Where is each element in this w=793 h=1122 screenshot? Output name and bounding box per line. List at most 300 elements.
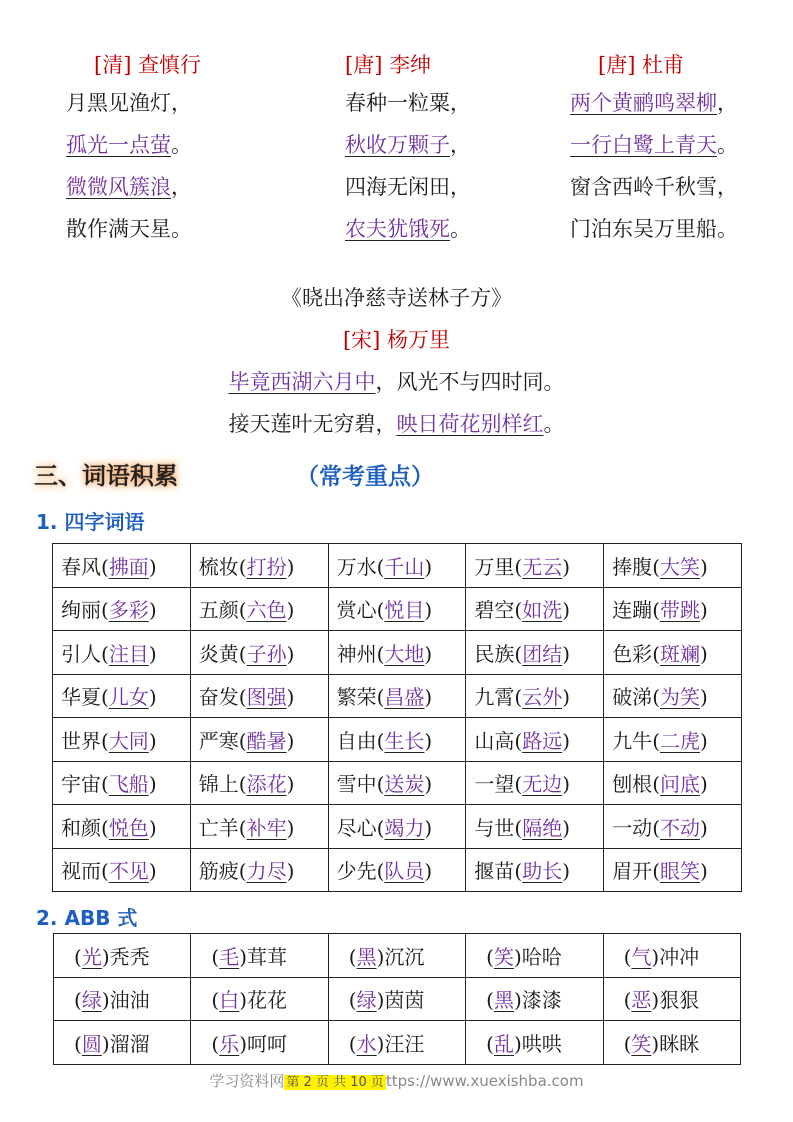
word-given: 一望 bbox=[474, 772, 515, 797]
word-given: 筋疲 bbox=[198, 859, 239, 884]
word-given: 尽心 bbox=[336, 815, 377, 840]
word-answer: 注目 bbox=[108, 641, 149, 666]
word-given: 捧腹 bbox=[612, 554, 653, 579]
paren: ( bbox=[652, 815, 660, 840]
paren: ( bbox=[514, 815, 523, 840]
word-answer: 酷暑 bbox=[246, 728, 287, 753]
abb-answer: 恶 bbox=[631, 988, 652, 1013]
paren: ) bbox=[148, 598, 157, 623]
paren: ) bbox=[562, 598, 571, 623]
table-row bbox=[53, 587, 742, 631]
paren: ( bbox=[101, 859, 109, 884]
word-cell bbox=[53, 674, 191, 718]
word-answer: 如洗 bbox=[522, 598, 563, 623]
footer bbox=[0, 1070, 793, 1091]
poem-line: 微微风簇浪， bbox=[66, 175, 192, 199]
paren: ( bbox=[376, 772, 385, 797]
word-answer: 隔绝 bbox=[522, 815, 563, 840]
word-answer: 不动 bbox=[660, 815, 700, 840]
word-cell bbox=[604, 805, 742, 849]
paren: ( bbox=[376, 554, 385, 579]
paren: ) bbox=[286, 685, 295, 710]
word-given: 炎黄 bbox=[198, 641, 239, 666]
paren: ) bbox=[562, 815, 571, 840]
paren: ) bbox=[700, 728, 708, 753]
paren: ( bbox=[652, 598, 660, 623]
poem-4-dynasty: [宋] 杨万里 bbox=[342, 328, 451, 352]
footer-url: ttps://www.xuexishba.com bbox=[385, 1072, 584, 1090]
word-given: 万里 bbox=[474, 554, 515, 579]
word-given: 破涕 bbox=[612, 685, 653, 710]
word-given: 一动 bbox=[612, 815, 653, 840]
paren: ( bbox=[101, 641, 109, 666]
table-row bbox=[53, 848, 742, 892]
word-cell bbox=[53, 718, 191, 762]
word-given: 奋发 bbox=[198, 685, 239, 710]
paren: ) bbox=[286, 554, 295, 579]
paren: ( bbox=[514, 598, 523, 623]
table-row bbox=[53, 718, 742, 762]
paren: ( bbox=[486, 944, 494, 969]
section-title: 三、词语积累 bbox=[34, 462, 178, 490]
abb-words-table bbox=[53, 933, 741, 1065]
word-cell bbox=[328, 805, 466, 849]
word-cell bbox=[190, 718, 328, 762]
paren: ) bbox=[148, 859, 157, 884]
word-cell bbox=[466, 718, 604, 762]
word-given: 繁荣 bbox=[336, 685, 377, 710]
word-cell bbox=[328, 718, 466, 762]
abb-cell bbox=[54, 977, 191, 1021]
word-answer: 助长 bbox=[522, 859, 563, 884]
paren: ( bbox=[101, 728, 109, 753]
paren: ( bbox=[238, 815, 247, 840]
abb-cell bbox=[328, 934, 465, 978]
paren: ) bbox=[424, 859, 433, 884]
abb-given: 茸茸 bbox=[247, 944, 288, 969]
paren: ( bbox=[514, 859, 523, 884]
table-row bbox=[53, 674, 742, 718]
abb-given: 狠狠 bbox=[659, 988, 700, 1013]
poem-2 bbox=[345, 48, 575, 250]
paren: ( bbox=[101, 685, 109, 710]
paren: ( bbox=[101, 772, 109, 797]
word-cell bbox=[604, 718, 742, 762]
footer-page: 第 2 页 共 10 页 bbox=[286, 1075, 384, 1090]
word-cell bbox=[466, 631, 604, 675]
word-given: 少先 bbox=[336, 859, 377, 884]
poem-line: 秋收万颗子， bbox=[345, 133, 471, 157]
paren: ( bbox=[623, 944, 632, 969]
word-answer: 大地 bbox=[384, 641, 425, 666]
word-cell bbox=[190, 587, 328, 631]
word-given: 自由 bbox=[336, 728, 377, 753]
abb-given: 茵茵 bbox=[384, 988, 425, 1013]
word-given: 和颜 bbox=[61, 815, 101, 840]
footer-site: 学习资料网 bbox=[209, 1072, 285, 1090]
paren: ( bbox=[74, 1031, 82, 1056]
paren: ) bbox=[148, 772, 157, 797]
abb-answer: 圆 bbox=[81, 1031, 102, 1056]
paren: ( bbox=[101, 815, 109, 840]
poem-line: 月黑见渔灯， bbox=[66, 91, 192, 115]
abb-given: 冲冲 bbox=[659, 944, 700, 969]
abb-answer: 黑 bbox=[356, 944, 377, 969]
poem-line: 两个黄鹂鸣翠柳， bbox=[570, 91, 738, 115]
poem-1 bbox=[66, 48, 296, 250]
four-char-words-table bbox=[52, 543, 742, 892]
paren: ) bbox=[148, 641, 157, 666]
poem-line: 春种一粒粟， bbox=[345, 91, 471, 115]
word-answer: 送炭 bbox=[384, 772, 425, 797]
paren: ) bbox=[562, 685, 571, 710]
abb-answer: 笑 bbox=[493, 944, 514, 969]
word-answer: 无云 bbox=[522, 554, 563, 579]
word-answer: 添花 bbox=[246, 772, 287, 797]
paren: ( bbox=[652, 772, 660, 797]
paren: ) bbox=[700, 772, 708, 797]
paren: ( bbox=[238, 728, 247, 753]
paren: ) bbox=[286, 772, 295, 797]
word-given: 赏心 bbox=[336, 598, 377, 623]
word-given: 九牛 bbox=[612, 728, 653, 753]
word-answer: 六色 bbox=[246, 598, 287, 623]
paren: ( bbox=[74, 944, 82, 969]
table-row bbox=[54, 977, 741, 1021]
abb-given: 沉沉 bbox=[384, 944, 425, 969]
word-answer: 打扮 bbox=[246, 554, 287, 579]
abb-cell bbox=[603, 977, 740, 1021]
poem-4-line-1: 毕竟西湖六月中，风光不与四时同。 bbox=[228, 370, 565, 394]
abb-given: 漆漆 bbox=[521, 988, 562, 1013]
word-answer: 拂面 bbox=[108, 554, 149, 579]
paren: ) bbox=[148, 728, 157, 753]
word-answer: 竭力 bbox=[384, 815, 425, 840]
paren: ) bbox=[700, 815, 708, 840]
word-cell bbox=[328, 848, 466, 892]
word-cell bbox=[190, 674, 328, 718]
paren: ( bbox=[514, 685, 523, 710]
word-cell bbox=[328, 761, 466, 805]
word-given: 锦上 bbox=[198, 772, 239, 797]
word-answer: 二虎 bbox=[660, 728, 700, 753]
word-cell bbox=[604, 674, 742, 718]
paren: ) bbox=[239, 944, 248, 969]
paren: ) bbox=[562, 554, 571, 579]
word-cell bbox=[328, 544, 466, 588]
paren: ( bbox=[101, 554, 109, 579]
word-answer: 无边 bbox=[522, 772, 563, 797]
word-answer: 问底 bbox=[660, 772, 700, 797]
paren: ) bbox=[700, 859, 708, 884]
word-cell bbox=[604, 544, 742, 588]
section-note: （常考重点） bbox=[296, 464, 434, 490]
paren: ( bbox=[238, 859, 247, 884]
word-given: 山高 bbox=[474, 728, 515, 753]
word-cell bbox=[190, 631, 328, 675]
word-given: 九霄 bbox=[474, 685, 515, 710]
paren: ( bbox=[238, 685, 247, 710]
paren: ( bbox=[486, 988, 494, 1013]
poem-line: 窗含西岭千秋雪， bbox=[570, 175, 738, 199]
word-given: 宇宙 bbox=[61, 772, 101, 797]
abb-cell bbox=[466, 1021, 603, 1065]
paren: ) bbox=[513, 988, 522, 1013]
word-given: 神州 bbox=[336, 641, 377, 666]
paren: ) bbox=[700, 554, 708, 579]
word-answer: 为笑 bbox=[660, 685, 700, 710]
paren: ( bbox=[514, 728, 523, 753]
word-cell bbox=[466, 544, 604, 588]
word-cell bbox=[53, 544, 191, 588]
paren: ) bbox=[101, 944, 110, 969]
table-row bbox=[53, 631, 742, 675]
word-answer: 补牢 bbox=[246, 815, 287, 840]
word-cell bbox=[466, 587, 604, 631]
paren: ( bbox=[348, 944, 357, 969]
word-given: 梳妆 bbox=[198, 554, 239, 579]
paren: ) bbox=[562, 641, 571, 666]
word-cell bbox=[190, 544, 328, 588]
word-given: 万水 bbox=[336, 554, 377, 579]
word-given: 民族 bbox=[474, 641, 515, 666]
paren: ) bbox=[700, 685, 708, 710]
table-row bbox=[54, 934, 741, 978]
word-given: 雪中 bbox=[336, 772, 377, 797]
subsection-four-char: 1. 四字词语 bbox=[36, 510, 145, 534]
abb-cell bbox=[328, 1021, 465, 1065]
abb-answer: 笑 bbox=[631, 1031, 652, 1056]
abb-given: 油油 bbox=[109, 988, 150, 1013]
word-answer: 千山 bbox=[384, 554, 425, 579]
word-cell bbox=[466, 674, 604, 718]
word-given: 华夏 bbox=[61, 685, 101, 710]
word-given: 严寒 bbox=[198, 728, 239, 753]
poem-line: 散作满天星。 bbox=[66, 217, 192, 241]
paren: ) bbox=[424, 641, 433, 666]
word-cell bbox=[328, 631, 466, 675]
table-row bbox=[54, 1021, 741, 1065]
word-cell bbox=[53, 587, 191, 631]
word-cell bbox=[466, 805, 604, 849]
word-answer: 团结 bbox=[522, 641, 563, 666]
paren: ) bbox=[424, 598, 433, 623]
poem-3-dynasty: [唐] 杜甫 bbox=[598, 53, 685, 77]
paren: ( bbox=[652, 728, 660, 753]
abb-given: 秃秃 bbox=[109, 944, 150, 969]
word-given: 眉开 bbox=[612, 859, 653, 884]
poem-line: 一行白鹭上青天。 bbox=[570, 133, 738, 157]
paren: ( bbox=[652, 554, 660, 579]
word-answer: 昌盛 bbox=[384, 685, 425, 710]
paren: ( bbox=[211, 1031, 220, 1056]
word-given: 揠苗 bbox=[474, 859, 515, 884]
word-given: 连蹦 bbox=[612, 598, 653, 623]
abb-given: 哄哄 bbox=[521, 1031, 562, 1056]
paren: ) bbox=[700, 641, 708, 666]
poem-3 bbox=[570, 48, 780, 250]
word-given: 春风 bbox=[61, 554, 101, 579]
paren: ) bbox=[513, 1031, 522, 1056]
paren: ) bbox=[562, 772, 571, 797]
word-answer: 眼笑 bbox=[660, 859, 700, 884]
paren: ( bbox=[652, 859, 660, 884]
poem-2-dynasty: [唐] 李绅 bbox=[345, 53, 432, 77]
paren: ) bbox=[651, 1031, 660, 1056]
paren: ( bbox=[514, 641, 523, 666]
paren: ) bbox=[148, 685, 157, 710]
word-answer: 大笑 bbox=[660, 554, 700, 579]
word-given: 引人 bbox=[61, 641, 101, 666]
paren: ) bbox=[424, 728, 433, 753]
word-cell bbox=[190, 848, 328, 892]
paren: ( bbox=[211, 944, 220, 969]
word-answer: 生长 bbox=[384, 728, 425, 753]
paren: ( bbox=[376, 815, 385, 840]
word-answer: 不见 bbox=[108, 859, 149, 884]
paren: ( bbox=[514, 554, 523, 579]
abb-cell bbox=[603, 1021, 740, 1065]
poem-4-title: 《晓出净慈寺送林子方》 bbox=[281, 286, 512, 310]
word-given: 五颜 bbox=[198, 598, 239, 623]
word-cell bbox=[53, 761, 191, 805]
poem-4-line-2: 接天莲叶无穷碧，映日荷花别样红。 bbox=[228, 412, 565, 436]
paren: ) bbox=[562, 728, 571, 753]
paren: ) bbox=[424, 685, 433, 710]
word-given: 视而 bbox=[61, 859, 101, 884]
word-answer: 子孙 bbox=[246, 641, 287, 666]
word-answer: 力尽 bbox=[246, 859, 287, 884]
word-answer: 图强 bbox=[246, 685, 287, 710]
abb-cell bbox=[466, 934, 603, 978]
abb-given: 花花 bbox=[247, 988, 288, 1013]
word-cell bbox=[604, 761, 742, 805]
word-cell bbox=[190, 761, 328, 805]
paren: ) bbox=[239, 1031, 248, 1056]
paren: ) bbox=[101, 988, 110, 1013]
abb-answer: 乱 bbox=[493, 1031, 514, 1056]
table-row bbox=[53, 805, 742, 849]
word-answer: 云外 bbox=[522, 685, 563, 710]
word-answer: 多彩 bbox=[108, 598, 149, 623]
paren: ( bbox=[514, 772, 523, 797]
abb-cell bbox=[54, 1021, 191, 1065]
abb-answer: 水 bbox=[356, 1031, 377, 1056]
abb-answer: 气 bbox=[631, 944, 652, 969]
paren: ) bbox=[513, 944, 522, 969]
paren: ( bbox=[376, 685, 385, 710]
poem-line: 四海无闲田， bbox=[345, 175, 471, 199]
paren: ) bbox=[148, 815, 157, 840]
abb-cell bbox=[466, 977, 603, 1021]
abb-cell bbox=[191, 977, 328, 1021]
word-answer: 悦目 bbox=[384, 598, 425, 623]
poem-line: 孤光一点萤。 bbox=[66, 133, 192, 157]
paren: ) bbox=[376, 1031, 385, 1056]
word-given: 色彩 bbox=[612, 641, 653, 666]
word-cell bbox=[604, 848, 742, 892]
paren: ) bbox=[376, 988, 385, 1013]
abb-answer: 绿 bbox=[81, 988, 102, 1013]
paren: ) bbox=[286, 598, 295, 623]
paren: ( bbox=[238, 772, 247, 797]
word-given: 世界 bbox=[61, 728, 101, 753]
paren: ( bbox=[376, 728, 385, 753]
word-cell bbox=[604, 587, 742, 631]
paren: ) bbox=[424, 554, 433, 579]
table-row bbox=[53, 761, 742, 805]
poem-line: 门泊东吴万里船。 bbox=[570, 217, 738, 241]
poem-line: 农夫犹饿死。 bbox=[345, 217, 471, 241]
word-cell bbox=[328, 587, 466, 631]
paren: ) bbox=[376, 944, 385, 969]
word-cell bbox=[53, 848, 191, 892]
abb-given: 汪汪 bbox=[384, 1031, 425, 1056]
word-cell bbox=[328, 674, 466, 718]
abb-given: 哈哈 bbox=[521, 944, 562, 969]
paren: ( bbox=[348, 988, 357, 1013]
paren: ) bbox=[148, 554, 157, 579]
paren: ( bbox=[376, 641, 385, 666]
paren: ) bbox=[286, 728, 295, 753]
paren: ( bbox=[238, 598, 247, 623]
abb-answer: 白 bbox=[219, 988, 240, 1013]
poem-1-dynasty: [清] 查慎行 bbox=[94, 53, 202, 77]
word-cell bbox=[53, 805, 191, 849]
abb-cell bbox=[328, 977, 465, 1021]
paren: ) bbox=[424, 772, 433, 797]
paren: ( bbox=[376, 598, 385, 623]
word-given: 亡羊 bbox=[198, 815, 239, 840]
paren: ) bbox=[700, 598, 708, 623]
abb-given: 溜溜 bbox=[109, 1031, 150, 1056]
word-given: 绚丽 bbox=[61, 598, 101, 623]
abb-answer: 乐 bbox=[219, 1031, 240, 1056]
word-answer: 队员 bbox=[384, 859, 425, 884]
word-answer: 路远 bbox=[522, 728, 563, 753]
word-answer: 悦色 bbox=[108, 815, 149, 840]
paren: ) bbox=[286, 815, 295, 840]
abb-cell bbox=[54, 934, 191, 978]
abb-answer: 绿 bbox=[356, 988, 377, 1013]
abb-given: 眯眯 bbox=[659, 1031, 700, 1056]
paren: ( bbox=[652, 685, 660, 710]
paren: ( bbox=[376, 859, 385, 884]
abb-answer: 光 bbox=[81, 944, 102, 969]
paren: ( bbox=[652, 641, 660, 666]
paren: ( bbox=[623, 1031, 632, 1056]
paren: ) bbox=[562, 859, 571, 884]
paren: ( bbox=[238, 641, 247, 666]
paren: ( bbox=[211, 988, 220, 1013]
table-row bbox=[53, 544, 742, 588]
paren: ( bbox=[101, 598, 109, 623]
word-cell bbox=[604, 631, 742, 675]
word-answer: 儿女 bbox=[108, 685, 149, 710]
paren: ) bbox=[651, 988, 660, 1013]
abb-cell bbox=[191, 934, 328, 978]
word-given: 刨根 bbox=[612, 772, 653, 797]
word-answer: 飞船 bbox=[108, 772, 149, 797]
paren: ( bbox=[238, 554, 247, 579]
paren: ) bbox=[286, 859, 295, 884]
abb-answer: 毛 bbox=[219, 944, 240, 969]
paren: ) bbox=[286, 641, 295, 666]
word-cell bbox=[466, 848, 604, 892]
abb-given: 呵呵 bbox=[247, 1031, 288, 1056]
word-given: 碧空 bbox=[474, 598, 515, 623]
word-answer: 斑斓 bbox=[660, 641, 700, 666]
